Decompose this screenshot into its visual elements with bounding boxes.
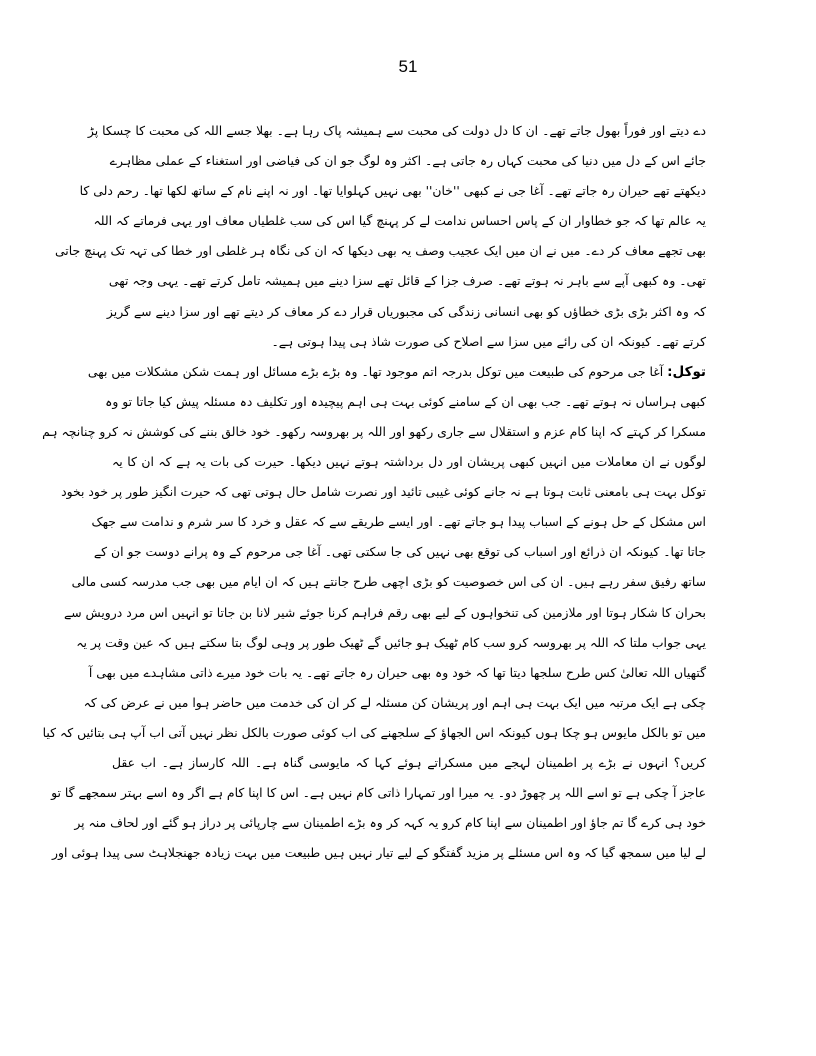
text-line: کریں؟ انہوں نے بڑے پر اطمینان لہجے میں مسکراتے ہوئے کہا کہ مایوسی گناہ ہے۔ اللہ کارساز ہے۔ اب عقل [112,754,706,770]
text-line: چکی ہے ایک مرتبہ میں ایک بہت ہی اہم اور پریشان کن مسئلہ لے کر ان کی خدمت میں حاضر ہوا میں نے عرض کی کہ [83,694,706,710]
text-line: تھی۔ وہ کبھی آپے سے باہر نہ ہوتے تھے۔ صرف جزا کے قائل تھے سزا دینے میں ہمیشہ تامل کرتے تھے۔ یہی وجہ تھی [108,273,706,289]
text-line: عاجز آ چکی ہے تو اسے اللہ پر چھوڑ دو۔ یہ میرا اور تمہارا ذاتی کام نہیں ہے۔ اس کا اپنا کام ہے اگر وہ اسے بہتر سمجھے گا تو [51,785,706,801]
text-line: گتھیاں اللہ تعالیٰ کس طرح سلجھا دیتا تھا کہ خود وہ بھی حیران رہ جاتے تھے۔ یہ بات خود میرے ذاتی مشاہدے میں بھی آ [88,664,706,680]
text-line: بحران کا شکار ہوتا اور ملازمین کی تنخواہوں کے لیے بھی رقم فراہم کرنا جوئے شیر لانا بن جاتا تو انہیں اس مرد درویش سے [63,604,706,620]
page-number: 51 [398,57,418,76]
text-line: دیکھتے تھے حیران رہ جاتے تھے۔ آغا جی نے کبھی ''خان'' بھی نہیں کہلوایا تھا۔ اور نہ اپنے نام کے ساتھ لکھا تھا۔ رحم دلی کا [79,183,706,199]
text-line: یہی جواب ملتا کہ اللہ پر بھروسہ کرو سب کام ٹھیک ہو جائیں گے ٹھیک طور پر وہی لوگ بتا سکتے ہیں کہ عین وقت پر یہ [76,634,706,650]
text-line: ساتھ رفیق سفر رہے ہیں۔ ان کی اس خصوصیت کو بڑی اچھی طرح جانتے ہیں کہ ان ایام میں بھی جب مدرسہ کسی مالی [71,574,706,590]
body-text [42,116,706,868]
text-line: بھی تجھے معاف کر دے۔ میں نے ان میں ایک عجیب وصف یہ بھی دیکھا کہ ان کی نگاہ ہر غلطی اور خطا کی تہہ تک پہنچ جاتی [54,243,706,259]
text-line [87,357,706,387]
text-line: کبھی ہراساں نہ ہوتے تھے۔ جب بھی ان کے سامنے کوئی بہت ہی اہم پیچیدہ اور تکلیف دہ مسئلہ پیش کیا جاتا تو وہ [105,393,706,409]
text-line: اس مشکل کے حل ہونے کے اسباب پیدا ہو جاتے تھے۔ اور ایسے طریقے سے کہ عقل و خرد کا سر شرم و ندامت سے جھک [91,514,706,530]
section-heading: توکل: [667,363,706,380]
text-line: یہ عالم تھا کہ جو خطاوار ان کے پاس احساس ندامت لے کر پہنچ گیا اس کی سب غلطیاں معاف اور یہی فرماتے کہ اللہ [93,213,706,229]
text-line: کرتے تھے۔ کیونکہ ان کی رائے میں سزا سے اصلاح کی صورت شاذ ہی پیدا ہوتی ہے۔ [271,333,706,349]
text-line: میں تو بالکل مایوس ہو چکا ہوں کیونکہ اس الجھاؤ کے سلجھنے کی اب کوئی صورت بالکل نظر نہیں آتی اب آپ ہی بتائیں کہ کیا [42,724,706,740]
text-line: خود ہی کرے گا تم جاؤ اور اطمینان سے اپنا کام کرو یہ کہہ کر وہ بڑے اطمینان سے چارپائی پر دراز ہو گئے اور لحاف منہ پر [74,815,706,831]
text-line: کہ وہ اکثر بڑی بڑی خطاؤں کو بھی انسانی زندگی کی مجبوریاں قرار دے کر معاف کر دیتے تھے اور سزا دینے سے گریز [106,303,706,319]
text-line: جاتا تھا۔ کیونکہ ان ذرائع اور اسباب کی توقع بھی نہیں کی جا سکتی تھی۔ آغا جی مرحوم کے وہ پرانے دوست جو ان کے [93,544,706,560]
text-line: دے دیتے اور فوراً بھول جاتے تھے۔ ان کا دل دولت کی محبت سے ہمیشہ پاک رہا ہے۔ بھلا جسے اللہ کی محبت کا چسکا پڑ [87,123,706,138]
text-line: لے لیا میں سمجھ گیا کہ وہ اس مسئلے پر مزید گفتگو کے لیے تیار نہیں ہیں طبیعت میں بہت زیادہ جھنجلاہٹ سی پیدا ہوئی اور [52,845,706,861]
text-line: مسکرا کر کہتے کہ اپنا کام عزم و استقلال سے جاری رکھو اور اللہ پر بھروسہ رکھو۔ خود خالق بننے کی کوشش نہ کرو چنانچہ ہم [42,423,706,439]
text-line: توکل بہت ہی بامعنی ثابت ہوتا ہے نہ جانے کوئی غیبی تائید اور نصرت شامل حال ہوتی تھی کہ حیرت انگیز طور پر خود بخود [61,484,706,500]
text-line-content: آغا جی مرحوم کی طبیعت میں توکل بدرجہ اتم موجود تھا۔ وہ بڑے بڑے مسائل اور ہمت شکن مشکلات میں بھی [87,363,664,379]
text-line: جائے اس کے دل میں دنیا کی محبت کہاں رہ جاتی ہے۔ اکثر وہ لوگ جو ان کی فیاضی اور استغناء کے عملی مظاہرے [109,153,706,169]
text-line: لوگوں نے ان معاملات میں انہیں کبھی پریشان اور دل برداشتہ ہوتے نہیں دیکھا۔ حیرت کی بات یہ ہے کہ ان کا یہ [112,454,706,470]
